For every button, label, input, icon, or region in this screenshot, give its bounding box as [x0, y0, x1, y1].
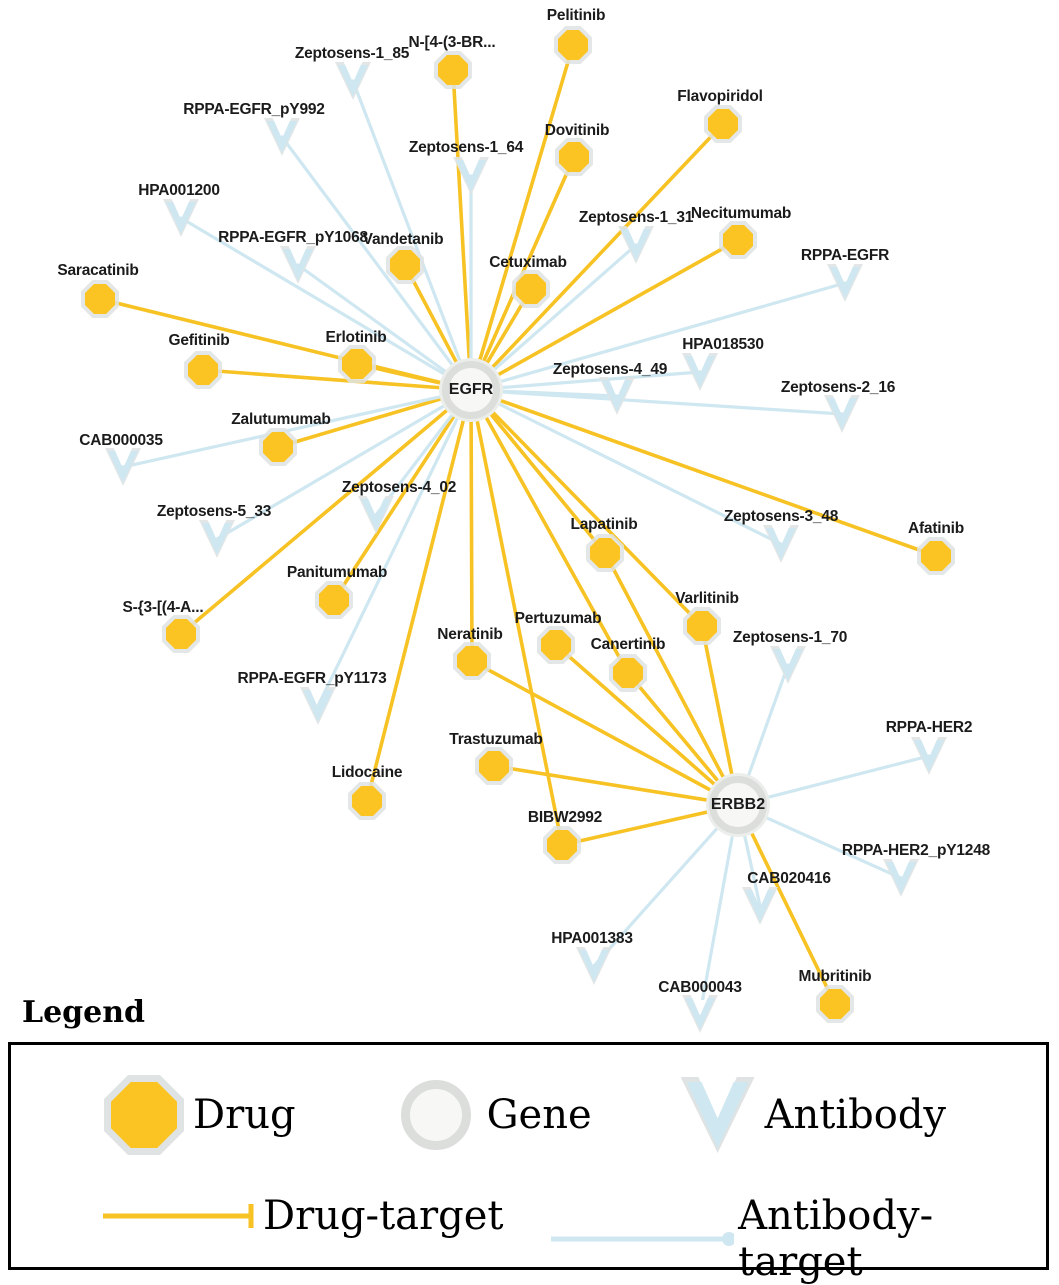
- drug-node[interactable]: [457, 646, 487, 676]
- antibody-target-edge-icon: [551, 1219, 734, 1259]
- drug-node[interactable]: [516, 274, 546, 304]
- antibody-node[interactable]: [685, 356, 715, 388]
- antibody-icon: [773, 649, 803, 681]
- legend-label-antibody-target: Antibody-target: [738, 1193, 934, 1285]
- drug-icon: [111, 1082, 177, 1148]
- drug-icon: [263, 432, 293, 462]
- drug-node[interactable]: [319, 585, 349, 615]
- antibody-icon: [766, 528, 796, 560]
- antibody-node[interactable]: [283, 249, 313, 281]
- legend-label-gene: Gene: [486, 1092, 592, 1138]
- drug-icon: [723, 225, 753, 255]
- antibody-node[interactable]: [303, 690, 333, 722]
- gene-node-label: ERBB2: [710, 796, 766, 813]
- drug-node[interactable]: [166, 619, 196, 649]
- drug-node[interactable]: [708, 109, 738, 139]
- edge: [749, 665, 788, 775]
- legend-item-drug: [111, 1082, 296, 1148]
- drug-node[interactable]: [559, 142, 589, 172]
- edge: [702, 626, 732, 774]
- legend-item-drug-target: [103, 1193, 503, 1239]
- antibody-node[interactable]: [108, 451, 138, 483]
- antibody-node[interactable]: [202, 523, 232, 555]
- drug-node[interactable]: [352, 786, 382, 816]
- drug-node-label: Lidocaine: [331, 764, 403, 781]
- drug-node-label: Afatinib: [907, 520, 965, 537]
- drug-node-label: Gefitinib: [168, 332, 230, 349]
- drug-node[interactable]: [342, 349, 372, 379]
- legend-label-antibody: Antibody: [764, 1092, 947, 1138]
- drug-node[interactable]: [723, 225, 753, 255]
- drug-node[interactable]: [479, 751, 509, 781]
- antibody-icon: [621, 229, 651, 261]
- antibody-icon: [830, 267, 860, 299]
- antibody-icon: [166, 202, 196, 234]
- antibody-icon: [685, 998, 715, 1030]
- drug-icon: [188, 355, 218, 385]
- legend-item-gene: [401, 1080, 592, 1150]
- drug-node[interactable]: [613, 658, 643, 688]
- drug-node[interactable]: [541, 630, 571, 660]
- drug-node-label: Pertuzumab: [514, 610, 602, 627]
- drug-icon: [390, 250, 420, 280]
- drug-node-label: Cetuximab: [489, 254, 567, 271]
- antibody-node[interactable]: [456, 160, 486, 192]
- drug-node-label: S-{3-[(4-A...: [122, 599, 204, 616]
- drug-node-label: Canertinib: [590, 636, 666, 653]
- antibody-node-label: RPPA-HER2: [885, 719, 973, 736]
- antibody-node[interactable]: [602, 380, 632, 412]
- drug-node-label: Panitumumab: [286, 564, 388, 581]
- drug-node-label: Pelitinib: [546, 7, 606, 24]
- antibody-node-label: RPPA-EGFR: [800, 247, 890, 264]
- drug-node[interactable]: [820, 989, 850, 1019]
- drug-node-label: Trastuzumab: [449, 731, 543, 748]
- drug-node[interactable]: [558, 30, 588, 60]
- antibody-node-label: Zeptosens-1_31: [578, 209, 694, 226]
- antibody-icon: [687, 1082, 749, 1148]
- antibody-node[interactable]: [267, 121, 297, 153]
- drug-icon: [558, 30, 588, 60]
- drug-node[interactable]: [188, 355, 218, 385]
- drug-icon: [166, 619, 196, 649]
- drug-node[interactable]: [590, 538, 620, 568]
- antibody-node-label: Zeptosens-4_49: [552, 361, 668, 378]
- antibody-icon: [685, 356, 715, 388]
- antibody-node[interactable]: [766, 528, 796, 560]
- drug-node-label: Dovitinib: [544, 122, 610, 139]
- legend-item-antibody-target: [551, 1193, 1046, 1285]
- antibody-icon: [886, 862, 916, 894]
- antibody-icon: [602, 380, 632, 412]
- antibody-node[interactable]: [621, 229, 651, 261]
- antibody-node-label: RPPA-EGFR_pY1173: [237, 670, 387, 687]
- drug-node[interactable]: [687, 611, 717, 641]
- antibody-node-label: RPPA-EGFR_pY1068: [218, 229, 368, 246]
- legend-label-drug-target: Drug-target: [263, 1193, 504, 1239]
- drug-icon: [820, 989, 850, 1019]
- drug-node-label: Saracatinib: [57, 262, 139, 279]
- edge: [769, 756, 929, 797]
- antibody-node[interactable]: [166, 202, 196, 234]
- antibody-node-label: HPA001200: [138, 182, 220, 199]
- antibody-node-label: CAB000043: [658, 979, 742, 996]
- drug-node[interactable]: [263, 432, 293, 462]
- drug-node[interactable]: [85, 284, 115, 314]
- drug-node[interactable]: [547, 830, 577, 860]
- legend-item-antibody: [687, 1082, 946, 1148]
- antibody-node-label: RPPA-HER2_pY1248: [841, 842, 991, 859]
- legend-label-drug: Drug: [193, 1092, 296, 1138]
- gene-node-label: EGFR: [448, 381, 494, 398]
- drug-node-label: Lapatinib: [570, 516, 638, 533]
- antibody-node[interactable]: [579, 950, 609, 982]
- drug-node-label: Neratinib: [437, 626, 503, 643]
- antibody-icon: [283, 249, 313, 281]
- antibody-node-label: Zeptosens-4_02: [341, 479, 457, 496]
- antibody-node-label: Zeptosens-1_64: [408, 139, 524, 156]
- drug-icon: [85, 284, 115, 314]
- drug-icon: [547, 830, 577, 860]
- drug-icon: [319, 585, 349, 615]
- antibody-node[interactable]: [685, 998, 715, 1030]
- drug-node[interactable]: [921, 541, 951, 571]
- antibody-node-label: CAB020416: [747, 870, 831, 887]
- drug-node-label: Mubritinib: [798, 968, 872, 985]
- antibody-node-label: Zeptosens-1_70: [732, 629, 848, 646]
- antibody-node[interactable]: [745, 890, 775, 922]
- antibody-node-label: RPPA-EGFR_pY992: [183, 101, 325, 118]
- antibody-icon: [303, 690, 333, 722]
- antibody-node-label: Zeptosens-1_85: [294, 45, 410, 62]
- drug-node-label: Necitumumab: [690, 205, 792, 222]
- edge: [501, 401, 936, 556]
- drug-node-label: Flavopiridol: [677, 88, 763, 105]
- antibody-node-label: HPA001383: [551, 930, 633, 947]
- antibody-node-label: Zeptosens-3_48: [723, 508, 839, 525]
- drug-icon: [921, 541, 951, 571]
- edge: [493, 124, 723, 367]
- drug-node-label: Zalutumumab: [231, 411, 331, 428]
- drug-node-label: N-[4-(3-BR...: [408, 34, 496, 51]
- drug-node-label: Erlotinib: [325, 329, 387, 346]
- antibody-icon: [745, 890, 775, 922]
- drug-target-edge-icon: [103, 1196, 263, 1236]
- antibody-node[interactable]: [830, 267, 860, 299]
- antibody-icon: [827, 398, 857, 430]
- drug-icon: [457, 646, 487, 676]
- drug-node-label: Varlitinib: [675, 590, 739, 607]
- drug-icon: [590, 538, 620, 568]
- antibody-icon: [202, 523, 232, 555]
- drug-icon: [479, 751, 509, 781]
- drug-icon: [516, 274, 546, 304]
- antibody-icon: [914, 740, 944, 772]
- antibody-node[interactable]: [886, 862, 916, 894]
- antibody-icon: [267, 121, 297, 153]
- drug-icon: [352, 786, 382, 816]
- edge: [453, 70, 469, 358]
- edge: [628, 673, 718, 780]
- antibody-node[interactable]: [338, 65, 368, 97]
- gene-icon: [401, 1080, 471, 1150]
- drug-icon: [342, 349, 372, 379]
- antibody-node-label: CAB000035: [79, 432, 163, 449]
- antibody-node[interactable]: [914, 740, 944, 772]
- antibody-icon: [361, 499, 391, 531]
- drug-icon: [613, 658, 643, 688]
- drug-node-label: Vandetanib: [362, 231, 444, 248]
- antibody-node-label: HPA018530: [682, 336, 764, 353]
- antibody-node-label: Zeptosens-2_16: [780, 379, 896, 396]
- antibody-icon: [108, 451, 138, 483]
- legend-title: Legend: [22, 995, 146, 1030]
- drug-icon: [438, 55, 468, 85]
- drug-node[interactable]: [438, 55, 468, 85]
- drug-node-label: BIBW2992: [527, 809, 603, 826]
- legend-box: [8, 1042, 1049, 1285]
- drug-icon: [708, 109, 738, 139]
- antibody-node[interactable]: [827, 398, 857, 430]
- drug-icon: [559, 142, 589, 172]
- antibody-node-label: Zeptosens-5_33: [156, 503, 272, 520]
- drug-node[interactable]: [390, 250, 420, 280]
- drug-icon: [541, 630, 571, 660]
- antibody-icon: [456, 160, 486, 192]
- antibody-node[interactable]: [361, 499, 391, 531]
- drug-icon: [687, 611, 717, 641]
- antibody-icon: [338, 65, 368, 97]
- antibody-node[interactable]: [773, 649, 803, 681]
- antibody-icon: [579, 950, 609, 982]
- edge: [700, 836, 732, 1000]
